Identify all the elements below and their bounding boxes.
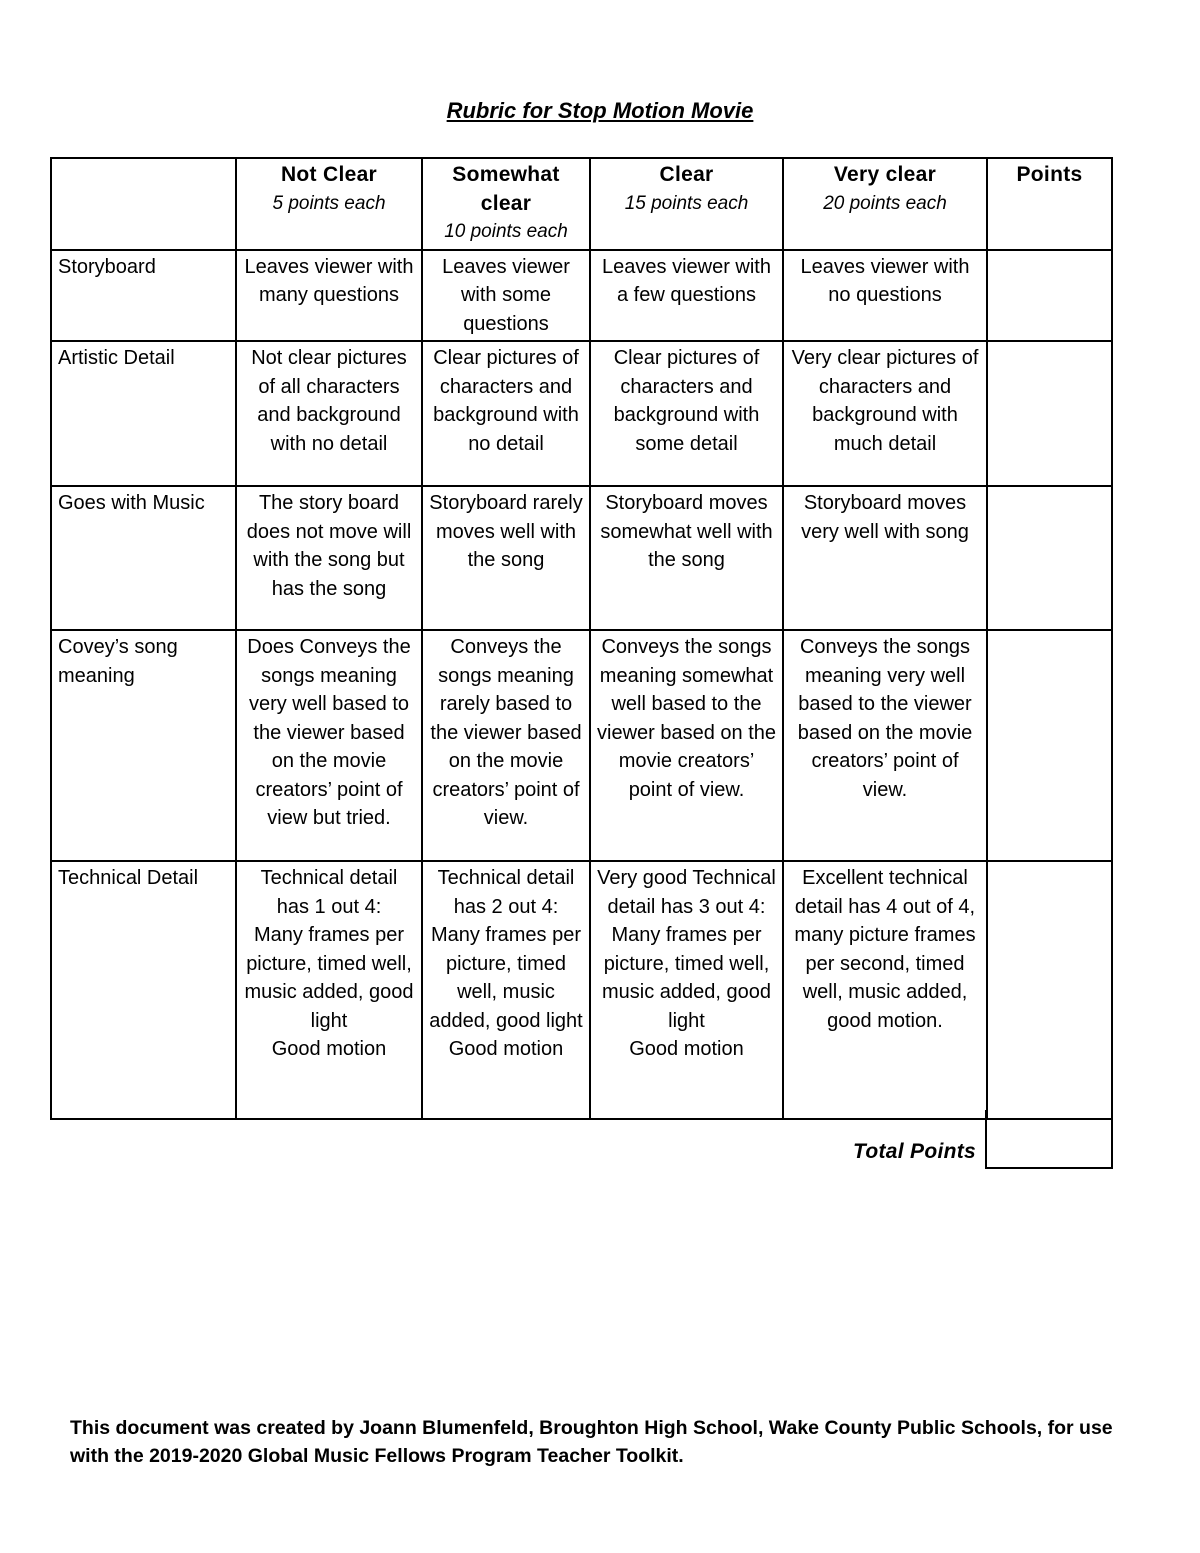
table-row [51, 861, 1112, 1119]
column-label: Not Clear [280, 163, 378, 186]
rubric-cell: Leaves viewer with a few questions [590, 250, 783, 342]
rubric-cell: Does Conveys the songs meaning very well based to the viewer based on the movie creators’ point of view but tried. [236, 630, 422, 861]
table-row [51, 486, 1112, 630]
column-label: Very clear [833, 163, 937, 186]
points-input-cell[interactable] [987, 486, 1112, 630]
points-input-cell[interactable] [987, 630, 1112, 861]
rubric-cell: Storyboard moves somewhat well with the song [590, 486, 783, 630]
column-points: 5 points each [272, 192, 386, 214]
cell-line: Technical detail has 1 out 4: [260, 867, 398, 918]
rubric-cell: Storyboard moves very well with song [783, 486, 987, 630]
rubric-cell: Not clear pictures of all characters and background with no detail [236, 341, 422, 486]
cell-line: Good motion [448, 1038, 564, 1060]
points-header: Points [987, 158, 1112, 250]
rubric-cell: Storyboard rarely moves well with the song [422, 486, 590, 630]
cell-line: Good motion [271, 1038, 387, 1060]
column-points: 10 points each [444, 221, 568, 242]
column-points: 20 points each [823, 192, 947, 214]
table-row [51, 630, 1112, 861]
points-input-cell[interactable] [987, 861, 1112, 1119]
rubric-cell: Leaves viewer with no questions [783, 250, 987, 342]
rubric-cell: Conveys the songs meaning rarely based to the viewer based on the movie creators’ point of view. [422, 630, 590, 861]
header-row [51, 158, 1112, 250]
rubric-cell: Leaves viewer with some questions [422, 250, 590, 342]
rubric-cell [236, 861, 422, 1119]
rubric-cell: Clear pictures of characters and background with no detail [422, 341, 590, 486]
points-input-cell[interactable] [987, 250, 1112, 342]
rubric-table [50, 157, 1113, 1120]
corner-cell [51, 158, 236, 250]
page-title: Rubric for Stop Motion Movie [446, 98, 754, 123]
cell-line: Many frames per picture, timed well, music added, good light [429, 924, 583, 1032]
rubric-cell: Conveys the songs meaning very well based to the viewer based on the movie creators’ point of view. [783, 630, 987, 861]
column-header [422, 158, 590, 250]
column-header [590, 158, 783, 250]
column-label: Clear [659, 163, 714, 186]
rubric-cell [422, 861, 590, 1119]
total-points-box[interactable] [985, 1110, 1113, 1169]
column-label: Somewhat clear [452, 163, 560, 215]
rubric-cell: Leaves viewer with many questions [236, 250, 422, 342]
criterion-label: Goes with Music [51, 486, 236, 630]
criterion-label: Covey’s song meaning [51, 630, 236, 861]
criterion-label: Artistic Detail [51, 341, 236, 486]
cell-line: Technical detail has 2 out 4: [437, 867, 575, 918]
criterion-label: Storyboard [51, 250, 236, 342]
column-header [783, 158, 987, 250]
criterion-label: Technical Detail [51, 861, 236, 1119]
column-header [236, 158, 422, 250]
rubric-cell: Clear pictures of characters and background with some detail [590, 341, 783, 486]
total-points-label: Total Points [853, 1140, 976, 1163]
cell-line: Good motion [629, 1038, 744, 1060]
cell-line: Many frames per picture, timed well, music added, good light [244, 924, 414, 1032]
table-row [51, 250, 1112, 342]
footer-note: This document was created by Joann Blumenfeld, Broughton High School, Wake County Public Schools, for use with the 2019-2020 Global Music Fellows Program Teacher Toolkit. [70, 1417, 1113, 1467]
rubric-cell [590, 861, 783, 1119]
column-points: 15 points each [624, 192, 749, 214]
points-input-cell[interactable] [987, 341, 1112, 486]
cell-line: Excellent technical detail has 4 out of 4, many picture frames per second, timed well, music added, good motion. [794, 867, 976, 1032]
rubric-cell: The story board does not move will with the song but has the song [236, 486, 422, 630]
cell-line: Many frames per picture, timed well, music added, good light [601, 924, 771, 1032]
rubric-cell: Conveys the songs meaning somewhat well based to the viewer based on the movie creators’ point of view. [590, 630, 783, 861]
cell-line: Very good Technical detail has 3 out 4: [597, 867, 776, 918]
rubric-cell [783, 861, 987, 1119]
rubric-cell: Very clear pictures of characters and background with much detail [783, 341, 987, 486]
table-row [51, 341, 1112, 486]
